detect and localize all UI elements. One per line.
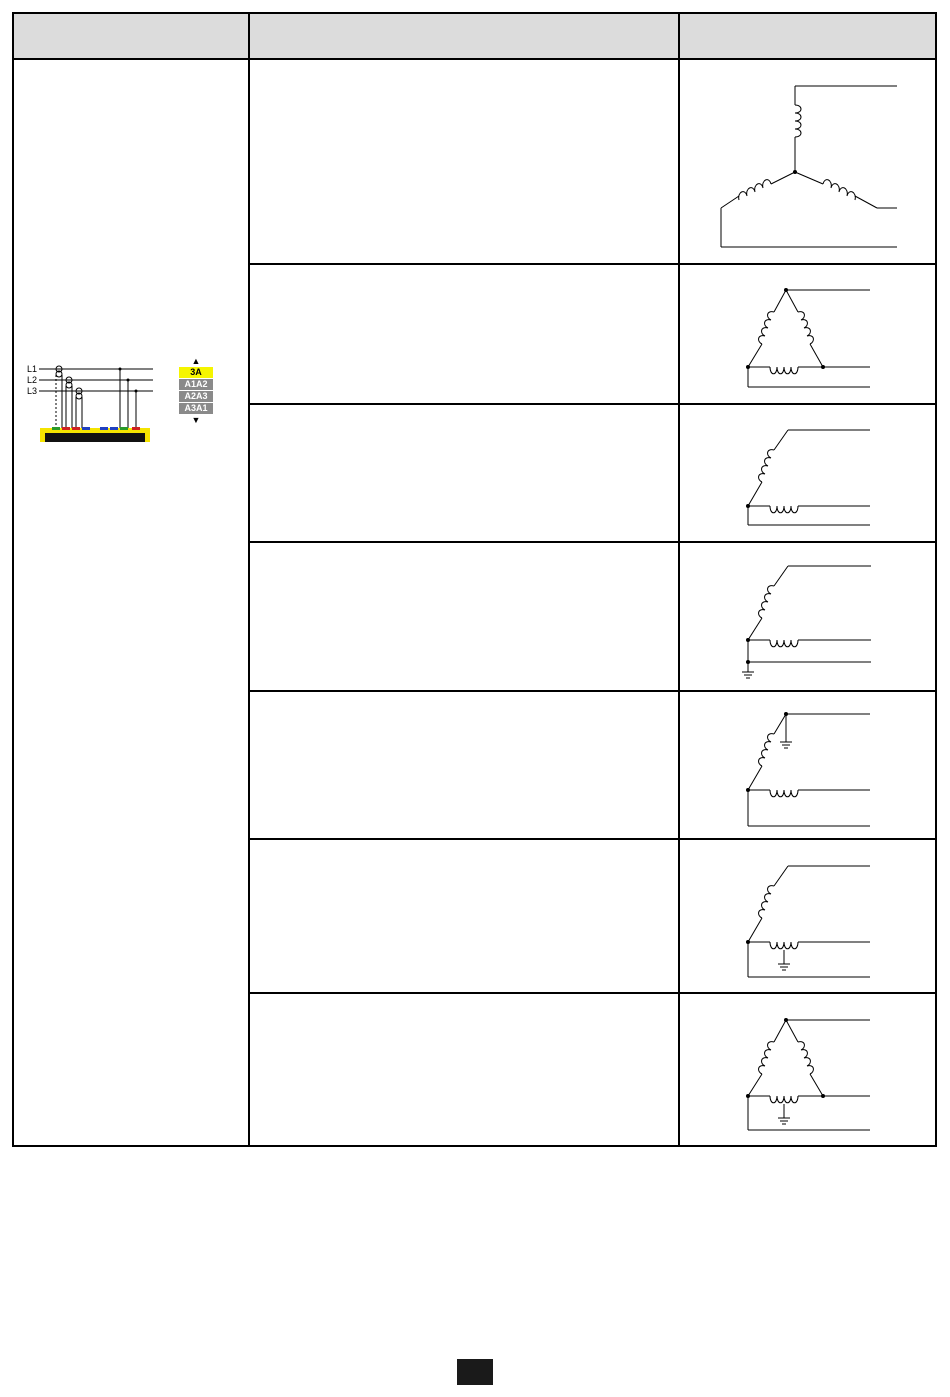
open-delta-grounded-corner-icon	[738, 558, 875, 683]
header-col-2	[251, 15, 677, 57]
option-3a[interactable]: 3A	[179, 367, 213, 378]
delta-grounded-midpoint-icon	[740, 1012, 875, 1137]
phase-label-l1: L1	[27, 364, 38, 374]
header-col-3	[681, 15, 934, 57]
phase-label-l3: L3	[27, 386, 38, 396]
phase-label-l2: L2	[27, 375, 38, 385]
page-number-badge	[457, 1359, 493, 1385]
header-col-1	[15, 15, 247, 57]
up-arrow-icon[interactable]: ▲	[191, 356, 201, 366]
option-a1a2[interactable]: A1A2	[179, 379, 213, 390]
connection-selector[interactable]	[179, 356, 213, 426]
option-a2a3[interactable]: A2A3	[179, 391, 213, 402]
open-delta-grounded-midpoint-icon	[740, 858, 875, 983]
open-delta-grounded-phase-icon	[740, 706, 875, 831]
open-delta-coil-icon	[740, 422, 875, 530]
delta-coil-icon	[740, 282, 875, 394]
down-arrow-icon[interactable]: ▼	[191, 415, 201, 425]
option-a3a1[interactable]: A3A1	[179, 403, 213, 414]
star-coil-icon	[715, 80, 905, 255]
wiring-diagram-icon	[25, 360, 160, 445]
